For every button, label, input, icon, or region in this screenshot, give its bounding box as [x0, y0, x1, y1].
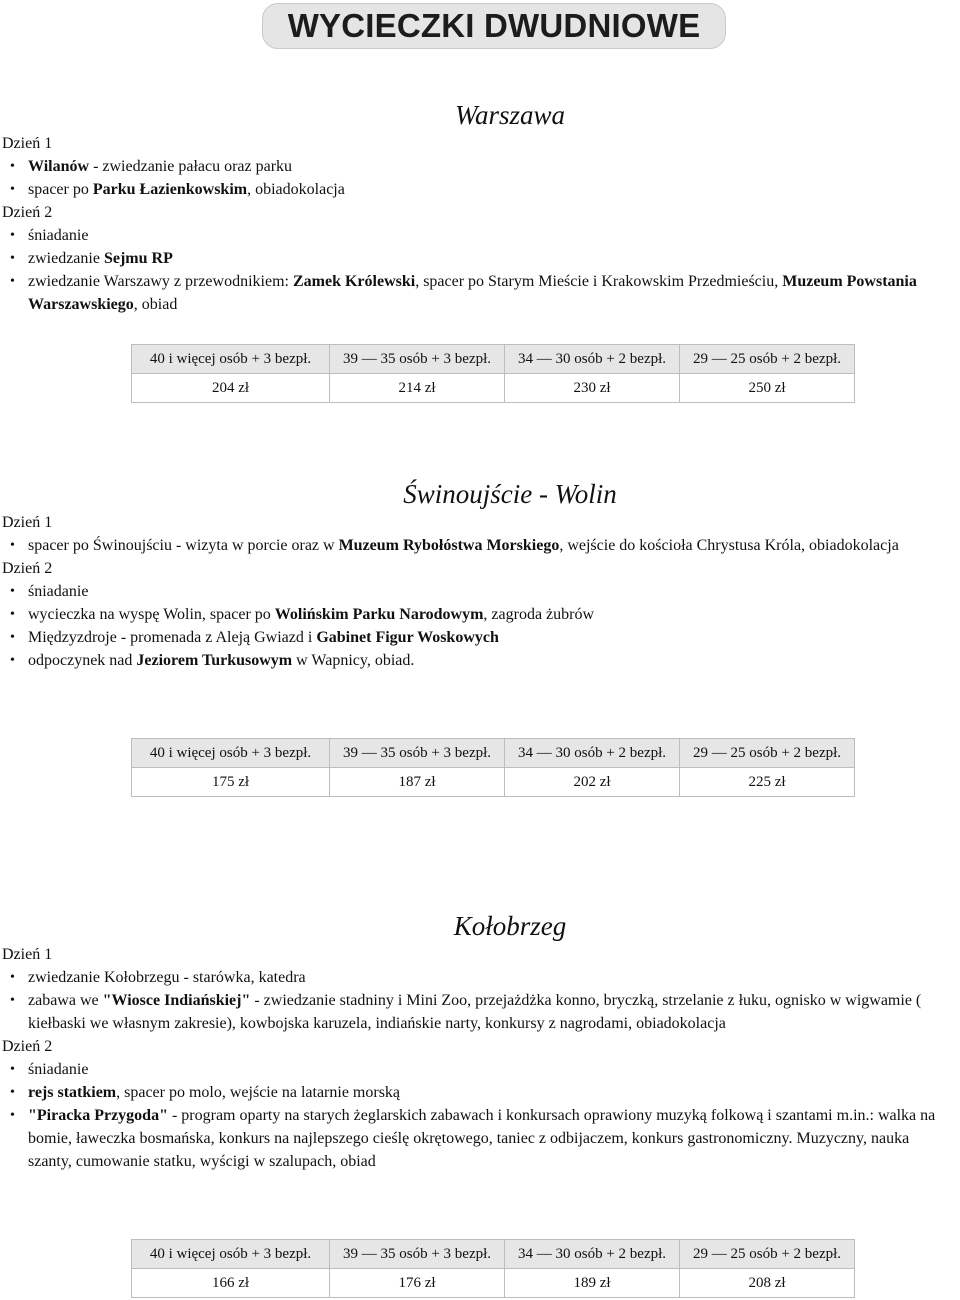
bullet-icon: •	[10, 993, 15, 1008]
itinerary-list	[0, 224, 960, 316]
price-cell: 202 zł	[505, 768, 680, 797]
price-header-cell: 40 i więcej osób + 3 bezpł.	[132, 739, 330, 768]
item-text: zwiedzanie	[28, 250, 104, 267]
price-table-warszawa	[131, 344, 855, 403]
item-text: spacer po Świnoujściu - wizyta w porcie oraz w	[28, 537, 339, 554]
price-table-swinoujscie-wolin	[131, 738, 855, 797]
price-header-cell: 29 — 25 osób + 2 bezpł.	[680, 739, 855, 768]
item-text: odpoczynek nad	[28, 652, 137, 669]
price-header-cell: 34 — 30 osób + 2 bezpł.	[505, 345, 680, 374]
city-title: Warszawa	[454, 100, 566, 130]
day-heading: Dzień 2	[2, 1038, 53, 1055]
bold-text: "Piracka Przygoda"	[28, 1107, 168, 1124]
itinerary-item	[0, 1081, 960, 1104]
trip-section-swinoujscie-wolin	[0, 477, 960, 672]
day-heading: Dzień 1	[2, 135, 53, 152]
price-row	[132, 768, 855, 797]
price-cell: 189 zł	[505, 1269, 680, 1298]
day-heading: Dzień 1	[2, 946, 53, 963]
itinerary-item	[0, 580, 960, 603]
item-text: zwiedzanie Warszawy z przewodnikiem:	[28, 273, 293, 290]
itinerary-list	[0, 534, 960, 557]
bold-text: Gabinet Figur Woskowych	[316, 629, 499, 646]
item-text: , wejście do kościoła Chrystusa Króla, obiadokolacja	[559, 537, 899, 554]
price-header-cell: 40 i więcej osób + 3 bezpł.	[132, 345, 330, 374]
price-row	[132, 1269, 855, 1298]
bullet-icon: •	[10, 1085, 15, 1100]
trip-section-kolobrzeg	[0, 909, 960, 1173]
price-cell: 176 zł	[330, 1269, 505, 1298]
itinerary-item	[0, 224, 960, 247]
price-cell: 225 zł	[680, 768, 855, 797]
price-header-cell: 29 — 25 osób + 2 bezpł.	[680, 345, 855, 374]
item-text: spacer po	[28, 181, 93, 198]
bold-text: Parku Łazienkowskim	[92, 181, 248, 198]
item-text: - zwiedzanie stadniny i Mini Zoo, przejażdżka konno, bryczką, strzelanie z łuku, ognisko w wigwamie ( kiełbaski we własnym zakresie), kowbojska karuzela, indiańskie narty, konkursy z nagrodami, obiadokolacja	[28, 992, 922, 1032]
bold-text: Jeziorem Turkusowym	[136, 652, 293, 669]
bullet-icon: •	[10, 1062, 15, 1077]
item-text: śniadanie	[28, 227, 89, 244]
item-text: - program oparty na starych żeglarskich zabawach i konkursach oprawiony muzyką folkową i szantami m.in.: walka na bomie, ławeczka bosmańska, konkurs na najlepszego cieślę okrętowego, taniec z odbijaczem, konkurs gastronomiczny. Muzyczny, nauka szanty, cumowanie statku, wyścigi w szalupach, obiad	[28, 1107, 936, 1170]
bullet-icon: •	[10, 653, 15, 668]
price-cell: 166 zł	[132, 1269, 330, 1298]
itinerary-item	[0, 1058, 960, 1081]
price-cell: 230 zł	[505, 374, 680, 403]
price-row	[132, 374, 855, 403]
price-header-cell: 29 — 25 osób + 2 bezpł.	[680, 1240, 855, 1269]
price-header-row	[132, 345, 855, 374]
bullet-icon: •	[10, 607, 15, 622]
page-title: WYCIECZKI DWUDNIOWE	[262, 3, 726, 49]
itinerary-item	[0, 247, 960, 270]
item-text: w Wapnicy, obiad.	[292, 652, 415, 669]
price-cell: 208 zł	[680, 1269, 855, 1298]
city-title: Świnoujście - Wolin	[403, 479, 617, 509]
item-text: śniadanie	[28, 1061, 89, 1078]
bullet-icon: •	[10, 274, 15, 289]
item-text: , spacer po Starym Mieście i Krakowskim Przedmieściu,	[415, 273, 783, 290]
item-text: , spacer po molo, wejście na latarnie morską	[116, 1084, 401, 1101]
price-cell: 187 zł	[330, 768, 505, 797]
price-header-cell: 34 — 30 osób + 2 bezpł.	[505, 739, 680, 768]
price-cell: 250 zł	[680, 374, 855, 403]
item-text: wycieczka na wyspę Wolin, spacer po	[28, 606, 275, 623]
itinerary-item	[0, 989, 960, 1035]
bold-text: Wilanów	[28, 158, 90, 175]
price-cell: 204 zł	[132, 374, 330, 403]
bold-text: Wolińskim Parku Narodowym	[274, 606, 484, 623]
price-header-cell: 39 — 35 osób + 3 bezpł.	[330, 345, 505, 374]
price-header-row	[132, 1240, 855, 1269]
item-text: zwiedzanie Kołobrzegu - starówka, katedra	[28, 969, 306, 986]
item-text: , obiad	[133, 296, 178, 313]
itinerary-item	[0, 603, 960, 626]
price-header-row	[132, 739, 855, 768]
bullet-icon: •	[10, 159, 15, 174]
itinerary-list	[0, 155, 960, 201]
price-cell: 214 zł	[330, 374, 505, 403]
bullet-icon: •	[10, 970, 15, 985]
item-text: śniadanie	[28, 583, 89, 600]
bold-text: rejs statkiem	[28, 1084, 117, 1101]
city-title: Kołobrzeg	[453, 911, 567, 941]
bullet-icon: •	[10, 251, 15, 266]
itinerary-list	[0, 966, 960, 1035]
itinerary-item	[0, 966, 960, 989]
bold-text: "Wiosce Indiańskiej"	[102, 992, 251, 1009]
day-heading: Dzień 2	[2, 204, 53, 221]
itinerary-item	[0, 626, 960, 649]
price-header-cell: 39 — 35 osób + 3 bezpł.	[330, 739, 505, 768]
day-heading: Dzień 2	[2, 560, 53, 577]
item-text: Międzyzdroje - promenada z Aleją Gwiazd i	[28, 629, 317, 646]
bold-text: Muzeum Powstania Warszawskiego	[28, 273, 917, 313]
bold-text: Sejmu RP	[103, 250, 173, 267]
itinerary-list	[0, 1058, 960, 1173]
day-heading: Dzień 1	[2, 514, 53, 531]
trip-section-warszawa	[0, 98, 960, 316]
item-text: , obiadokolacja	[247, 181, 345, 198]
item-text: , zagroda żubrów	[483, 606, 595, 623]
bullet-icon: •	[10, 584, 15, 599]
price-header-cell: 40 i więcej osób + 3 bezpł.	[132, 1240, 330, 1269]
item-text: zabawa we	[28, 992, 103, 1009]
itinerary-item	[0, 534, 960, 557]
itinerary-item	[0, 270, 960, 316]
itinerary-list	[0, 580, 960, 672]
itinerary-item	[0, 155, 960, 178]
bullet-icon: •	[10, 182, 15, 197]
itinerary-item	[0, 178, 960, 201]
price-table-kolobrzeg	[131, 1239, 855, 1298]
itinerary-item	[0, 1104, 960, 1173]
itinerary-item	[0, 649, 960, 672]
bullet-icon: •	[10, 538, 15, 553]
price-header-cell: 39 — 35 osób + 3 bezpł.	[330, 1240, 505, 1269]
bold-text: Muzeum Rybołóstwa Morskiego	[338, 537, 560, 554]
bullet-icon: •	[10, 1108, 15, 1123]
bullet-icon: •	[10, 630, 15, 645]
price-header-cell: 34 — 30 osób + 2 bezpł.	[505, 1240, 680, 1269]
item-text: - zwiedzanie pałacu oraz parku	[89, 158, 293, 175]
price-cell: 175 zł	[132, 768, 330, 797]
bold-text: Zamek Królewski	[292, 273, 416, 290]
bullet-icon: •	[10, 228, 15, 243]
